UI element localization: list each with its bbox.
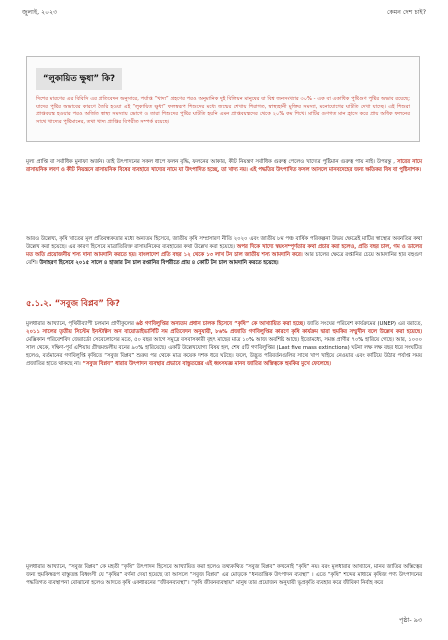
paragraph-1-highlight: সারের নামে রাসায়নিক লবণ ও কীট নিয়ন্ত্রনে রাসায়নিক বিষের ব্যবহারে খাদ্যের নামে যা উৎপাদিত হচ্ছে, তা খাদ্য নয়। এই পদ্ধতির উৎপাদিত ফসল আসলে মানবদেহের জন্য ক্ষতিকর বিষ বা পুষ্টিনাশক। <box>26 159 422 174</box>
paragraph-2-text-2: আর চালের ক্ষেত্রে রপ্তানির চেয়ে আমদানির হার বহুগুণ বেশি। <box>26 252 422 267</box>
paragraph-2-highlight: অপর দিকে খাদ্যে স্বয়ংসম্পূর্ণতার কথা প্রচার করা হলেও, প্রতি বছর চাল, গম ও ডালের মত অতি প্রয়োজনীয় শস্য দানা আমদানি করতে হয়। বাংলাদেশ প্রতি বছর ১২ থেকে ১৩ লাখ টন চাল জাতীয় শস্য আমদানি করে। <box>26 244 422 259</box>
paragraph-3-highlight-3: “সবুজ বিপ্লব” ধারার উৎপাদন ব্যবস্থার প্রভাবে বাস্তুতন্ত্রের এই ধ্বংসযজ্ঞ মানব জাতির অস্তিত্বকে হুমকির মুখে ফেলেছে। <box>82 361 331 368</box>
paragraph-3-text: মুলধারার আখ্যানে, পৃথিবীব্যাপী চলমান প্রাণীকুলের <box>26 321 136 327</box>
page-header <box>22 5 426 19</box>
paragraph-3 <box>26 320 422 369</box>
paragraph-3-highlight: ৬ষ্ঠ গণবিলুপ্তির অন্যতম প্রধান চালক হিসেবে “কৃষি” কে আখ্যায়িত করা হচ্ছে <box>135 321 303 327</box>
header-doc-title: কেমন দেশ চাই? <box>387 9 426 16</box>
paragraph-1-text: মূল্য প্রাপ্তি বা সর্বাধিক মুনাফা অর্জন। তাই উৎপাদনের সকল ধাপে ফলন বৃদ্ধি, ফলনের আকার, কীট নিয়ন্ত্রণ সর্বাধিক গুরুত্ব পেলেও খাদ্যের পুষ্টিমান গুরুত্ব পায় নাই। উপরন্তু , <box>26 159 397 165</box>
paragraph-4: মূলধারার আখ্যানে, “সবুজ বিপ্লব” কে মহতী “কৃষি” উৎপাদন হিসেবে আখ্যায়িত করা হলেও তথ্যকথিত “সবুজ বিপ্লব” কখনোই “কৃষি” নয়। বরং মূলধারার আখ্যানে, মানব জাতির অস্তিত্বের জন্য হুমকিস্বরূপ বাস্তুতন্ত্র বিধ্বংসী যে “কৃষির” বর্ণনা দেয়া হয়েছে তা আসলে “সবুজ বিপ্লব” এর মোড়কে “ধনতান্ত্রিক উৎপাদন ব্যবস্থা” । এতে “কৃষি” শব্দের মাধ্যমে কৃষিজ পণ্য উৎপাদনের পদ্ধতিগত ব্যবস্থাপনা বোঝানো হলেও আদতে কৃষি একধারনের “জীবনব্যবস্থা”। “কৃষি জীবনব্যবস্থায়” মানুষ তার প্রয়োজন অনুযায়ী ভূপ্রকৃতি ব্যবহার করে জীবিকা নির্বাহ করে <box>26 564 422 587</box>
paragraph-1 <box>26 158 422 174</box>
paragraph-2-text: আরও উল্লেখ্য, কৃষি খাতের মূল প্রতিবন্ধকতার মধ্যে অন্যতম হিসেবে, জাতীয় কৃষি সম্প্রসারণ নীতি ২০২০ এবং জাতীয় ৮ম পঞ্চ বার্ষিক পরিকল্পনা উভয় ক্ষেত্রেই মাটির স্বাস্থ্যের অবনতির কথা উল্লেখ করা হয়েছে। এর কারণ হিসেবে মাত্রাতিরিক্ত রাসায়নিকের ব্যবহারের কথা উল্লেখ করা হয়েছে। <box>26 236 422 251</box>
paragraph-2-emphasis: উদাহরণ হিসেবে ২০১৫ সালে ৪ হাজার টন চাল রপ্তানির বিপরীতে প্রায় ৪ কোটি টন চাল আমদানি করতে হয়েছে। <box>39 260 279 267</box>
paragraph-3-text-3: মেক্সিকান পরিবেশবিদ জেরার্ডো সেবেলোসের মতে, ৫০ বছর আগে সমুদ্রে বসবাসকারী বৃহৎ মাছের মাত্র ১০% আজ অবশিষ্ট আছে। ইতোমধ্যে, সমস্ত প্রাণীর ৭০% হারিয়ে গেছে। আর, ১০০০ সাল থেকে, দক্ষিণ-পূর্ব এশিয়ায় গ্রীষ্মমন্ডলীয় বনের ৯০% হারিয়েছে। একটি উল্লেখযোগ্য বিষয় হল, শেষ ৫টি গণবিলুপ্তির (Last five mass extinctions) ঘটনা লক্ষ লক্ষ বছর ধরে সংঘটিত হলেও, বর্তমানের গণবিলুপ্তি কৃষিতে “সবুজ বিপ্লব” শুরুর পর থেকে মাত্র কয়েক দশক ধরে ঘটছে। ফলে, উদ্ভূত পরিবর্তনগুলির সাথে খাপ খাইয়ে নেওয়ার এবং কাটিয়ে উঠার পর্যাপ্ত সময় প্রজাতির হাতে থাকছে না। <box>26 337 422 368</box>
paragraph-2 <box>26 235 422 267</box>
paragraph-3-text-2: । জাতি সংঘের পরিবেশ কার্যক্রমের (UNEP) এর বরাতে, <box>302 321 423 327</box>
box-text: দিশের মারণের এর বিবিসি এর প্রতিবেদন অনুসারে, পর্যাপ্ত “খাদ্য” গ্রহণের পরও অনুমানিক দুই বিলিয়ন মানুষের যা বিশ্ব জনসংখ্যার ৩০% - এক বা একাধিক পুষ্টিগুণ পুষ্টির অভাব রয়েছে; যাদের পুষ্টির অভাবের কারণে তৈরি হওয়া এই “লুকায়িত ক্ষুধা” ফলস্বরূপ শিশুদের মধ্যে জন্মের শেখায় শিরাগত, স্বাস্থ্যহানী মুক্তির সমস্যা, মনোযোগের ঘাটতি দেখা যাচ্ছে। এই শিশুরা প্রাপ্তবয়স্ক হওয়ার পরও অর্জিত স্বাস্থ্য সমস্যায় ভোগে ও তারা শিশুদের পুষ্টির ঘাটতি হয়নি এমন প্রাপ্তবয়স্কদের থেকে ২০% কম শিখে। মাটির গুণগত মান হ্রাসে করে প্রায় অধিক ফলনের সাথে খাদ্যের পুষ্টিমানের, তথা খাদ্য প্রাপ্তির বিপরীত সম্পর্ক রয়েছে। <box>36 96 410 126</box>
paragraph-3-highlight-2: ২০১১ সালের তৃতীয় সিস্টেম ইনস্টাক্টস অন বায়োডাইভার্সিটি সম প্রতিবেদন অনুযায়ী, ৮৬% প্রজাতি গণবিলুপ্তির কারণে কৃষি কার্যক্রম দ্বারা হুমকির সম্মুখীন বলে উল্লেখ করা হয়েছে। <box>26 329 422 336</box>
hidden-hunger-box <box>26 56 420 142</box>
box-title: “লুকায়িত ক্ষুধা” কি? <box>36 68 122 90</box>
header-date: জুলাই, ২০২৩ <box>22 9 58 16</box>
page-number: পৃষ্ঠা- ৯৩ <box>399 616 422 624</box>
section-heading: ৫.১.২. “সবুজ বিপ্লব” কি? <box>26 298 120 308</box>
